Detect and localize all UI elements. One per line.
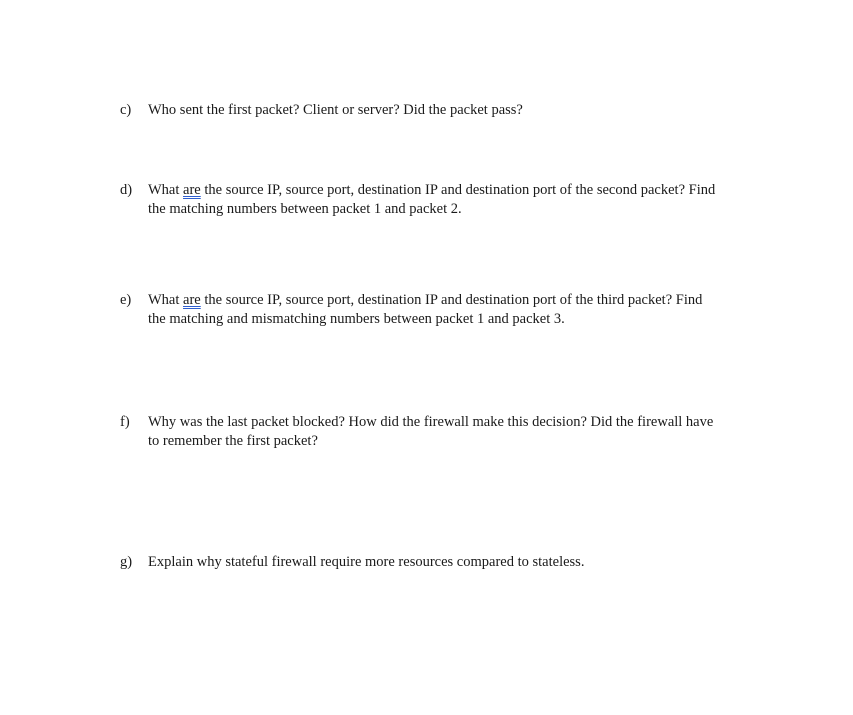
question-label: e) (120, 292, 132, 308)
grammar-flagged-word[interactable]: are (183, 292, 201, 308)
question-line (148, 291, 768, 310)
question-line: the matching and mismatching numbers between packet 1 and packet 3. (148, 311, 565, 327)
question-line (148, 181, 768, 200)
line-text: What (148, 182, 184, 198)
question-text (148, 181, 768, 219)
question-label: f) (120, 414, 130, 430)
question-text (148, 291, 768, 329)
line-text: the source IP, source port, destination IP and destination port of the second packet? Find (200, 182, 716, 198)
question-line: Explain why stateful firewall require more resources compared to stateless. (148, 554, 585, 570)
question-label: g) (120, 554, 133, 570)
line-text: the source IP, source port, destination IP and destination port of the third packet? Find (200, 292, 703, 308)
question-line: to remember the first packet? (148, 433, 318, 449)
question-text (148, 553, 768, 572)
question-line: Why was the last packet blocked? How did the firewall make this decision? Did the firewall have (148, 414, 714, 430)
question-label: c) (120, 102, 132, 118)
question-label: d) (120, 182, 133, 198)
question-text (148, 413, 768, 451)
line-text: What (148, 292, 184, 308)
question-line: the matching numbers between packet 1 and packet 2. (148, 201, 462, 217)
question-line: Who sent the first packet? Client or server? Did the packet pass? (148, 102, 523, 118)
question-text (148, 101, 768, 120)
grammar-flagged-word[interactable]: are (183, 182, 201, 198)
